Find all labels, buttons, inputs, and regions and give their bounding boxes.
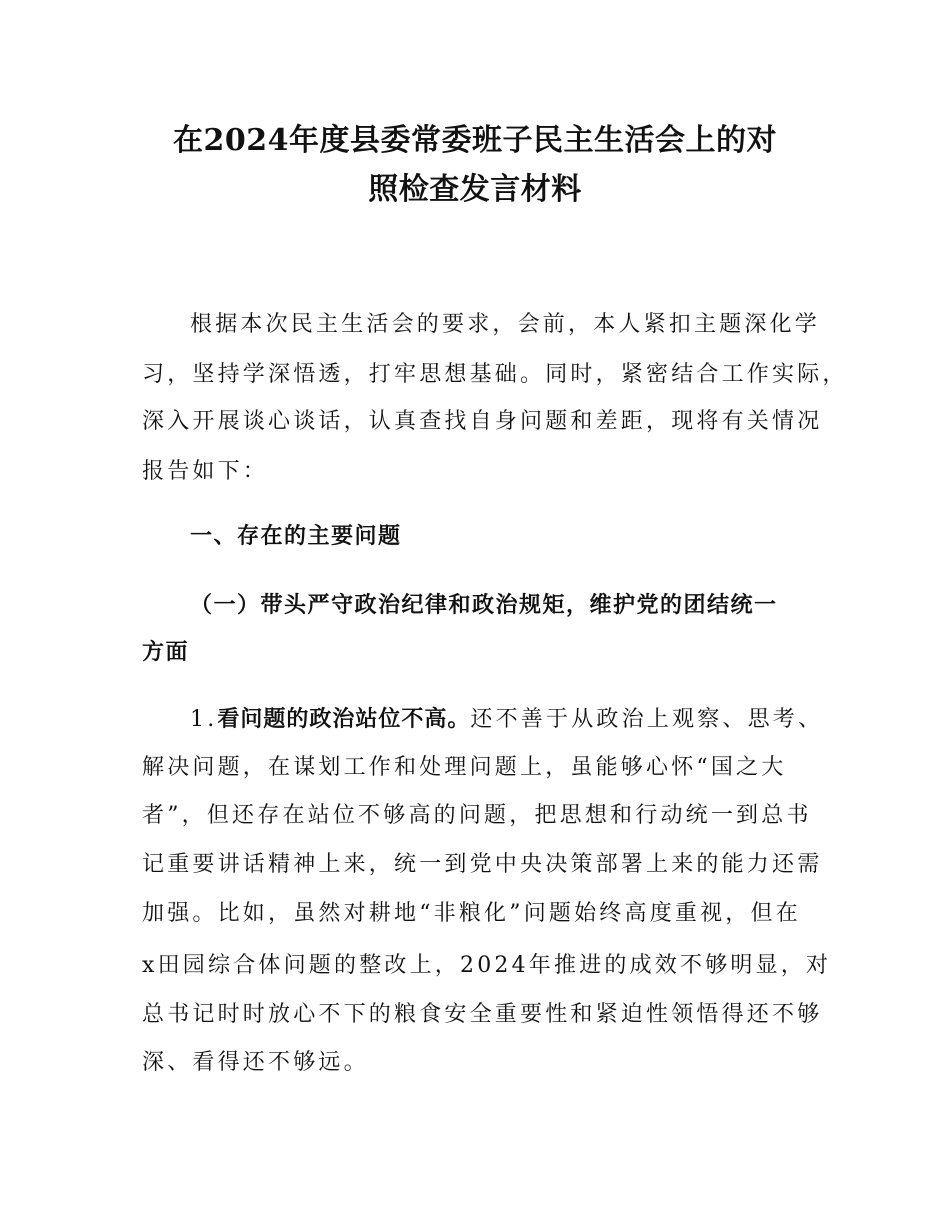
intro-line-2: 习，坚持学深悟透，打牢思想基础。同时，紧密结合工作实际， bbox=[142, 362, 848, 387]
point-1-line-2: 解决问题，在谋划工作和处理问题上，虽能够心怀“国之大 bbox=[142, 755, 787, 780]
point-1-line-8: 深、看得还不够远。 bbox=[142, 1050, 369, 1075]
intro-line-1: 根据本次民主生活会的要求，会前，本人紧扣主题深化学 bbox=[190, 312, 821, 337]
point-1-line-7: 总书记时时放心不下的粮食安全重要性和紧迫性领悟得还不够 bbox=[142, 1002, 823, 1027]
document-title-line-1: 在2024年度县委常委班子民主生活会上的对 bbox=[173, 123, 777, 158]
section-heading: 一、存在的主要问题 bbox=[190, 524, 402, 549]
intro-line-3: 深入开展谈心谈话，认真查找自身问题和差距，现将有关情况 bbox=[142, 409, 823, 434]
point-1-line-3: 者”，但还存在站位不够高的问题，把思想和行动统一到总书 bbox=[142, 803, 812, 828]
subsection-heading-line-2: 方面 bbox=[142, 640, 190, 665]
point-1-line-4: 记重要讲话精神上来，统一到党中央决策部署上来的能力还需 bbox=[142, 852, 823, 877]
point-1-first-line bbox=[190, 705, 890, 735]
point-1-line-6: x田园综合体问题的整改上，2024年推进的成效不够明显，对 bbox=[142, 953, 832, 978]
document-title-line-2: 照检查发言材料 bbox=[368, 172, 582, 207]
intro-line-4: 报告如下： bbox=[142, 459, 269, 484]
point-1-line-5: 加强。比如，虽然对耕地“非粮化”问题始终高度重视，但在 bbox=[142, 901, 801, 926]
point-number: 1. bbox=[190, 707, 218, 732]
point-first-line-text: 还不善于从政治上观察、思考、 bbox=[470, 707, 824, 732]
point-title: 看问题的政治站位不高。 bbox=[217, 707, 471, 732]
subsection-heading-line-1: （一）带头严守政治纪律和政治规矩，维护党的团结统一 bbox=[190, 593, 778, 618]
